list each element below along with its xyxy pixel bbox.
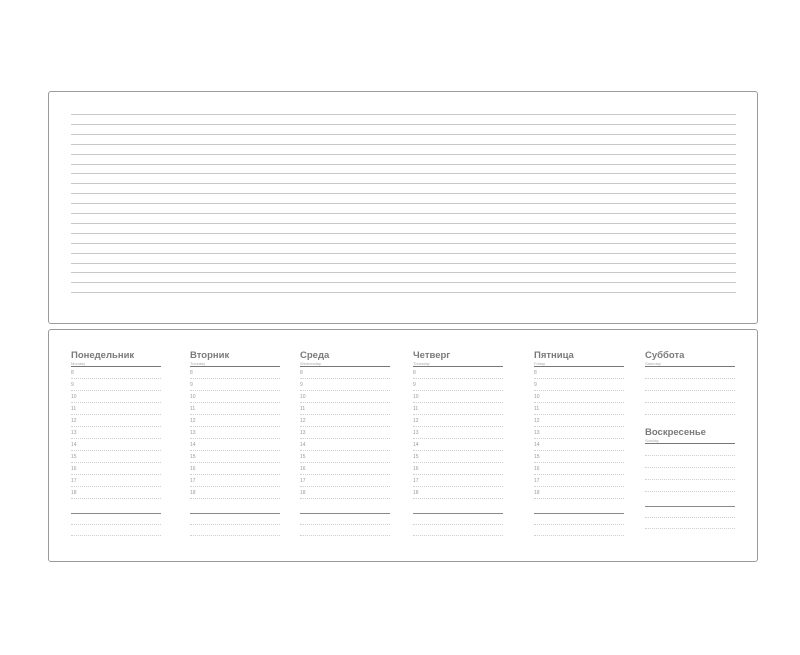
hour-label: 9 (190, 382, 193, 388)
day-subtitle: Thursday (413, 361, 430, 366)
hour-label: 18 (71, 490, 77, 496)
hour-row (190, 487, 280, 499)
hour-list (190, 367, 280, 499)
note-line (71, 164, 736, 165)
hour-label: 15 (413, 454, 419, 460)
hour-label: 17 (190, 478, 196, 484)
notes-line (190, 525, 280, 536)
notes-line (534, 525, 624, 536)
note-line (71, 233, 736, 234)
hour-label: 11 (413, 406, 419, 412)
note-line (71, 223, 736, 224)
hour-row (300, 415, 390, 427)
day-column-friday (534, 350, 624, 536)
hour-label: 13 (413, 430, 419, 436)
hour-row (71, 379, 161, 391)
hour-row (300, 463, 390, 475)
hour-label: 16 (190, 466, 196, 472)
day-subtitle-sunday: Sunday (645, 438, 659, 443)
hour-label: 13 (71, 430, 77, 436)
hour-list (413, 367, 503, 499)
hour-row (413, 415, 503, 427)
day-subtitle: Wednesday (300, 361, 322, 366)
hour-label: 8 (413, 370, 416, 376)
hour-row (71, 391, 161, 403)
note-line (71, 253, 736, 254)
hour-row (534, 415, 624, 427)
hour-row (190, 439, 280, 451)
hour-row (534, 427, 624, 439)
day-title-saturday: Суббота (645, 350, 685, 361)
hour-row (190, 463, 280, 475)
day-subtitle: Monday (71, 361, 86, 366)
hour-label: 12 (300, 418, 306, 424)
hour-label: 9 (71, 382, 74, 388)
hour-label: 10 (534, 394, 540, 400)
hour-row (413, 403, 503, 415)
day-title-sunday: Воскресенье (645, 427, 706, 438)
hour-label: 8 (300, 370, 303, 376)
sunday-line (645, 456, 735, 468)
hour-row (71, 463, 161, 475)
hour-row (534, 487, 624, 499)
saturday-line (645, 391, 735, 403)
hour-label: 15 (534, 454, 540, 460)
hour-row (300, 391, 390, 403)
hour-label: 10 (413, 394, 419, 400)
hour-row (413, 487, 503, 499)
hour-label: 17 (413, 478, 419, 484)
day-subtitle: Friday (534, 361, 546, 366)
day-column-weekend (645, 350, 735, 529)
hour-label: 12 (534, 418, 540, 424)
day-column-monday (71, 350, 161, 536)
hour-row (413, 367, 503, 379)
hour-label: 14 (300, 442, 306, 448)
sunday-line (645, 444, 735, 456)
note-line (71, 173, 736, 174)
saturday-line (645, 403, 735, 415)
hour-row (300, 451, 390, 463)
note-line (71, 114, 736, 115)
hour-row (300, 379, 390, 391)
notes-line (71, 525, 161, 536)
hour-label: 16 (71, 466, 77, 472)
note-line (71, 243, 736, 244)
note-line (71, 263, 736, 264)
note-line (71, 203, 736, 204)
hour-label: 12 (413, 418, 419, 424)
hour-row (190, 427, 280, 439)
hour-label: 14 (413, 442, 419, 448)
hour-label: 15 (190, 454, 196, 460)
hour-label: 18 (300, 490, 306, 496)
day-column-tuesday (190, 350, 280, 536)
hour-row (413, 427, 503, 439)
hour-label: 11 (190, 406, 196, 412)
hour-label: 8 (190, 370, 193, 376)
hour-row (534, 367, 624, 379)
day-column-wednesday (300, 350, 390, 536)
hour-label: 9 (534, 382, 537, 388)
day-column-thursday (413, 350, 503, 536)
hour-row (190, 415, 280, 427)
hour-row (190, 403, 280, 415)
hour-label: 11 (300, 406, 306, 412)
hour-row (534, 391, 624, 403)
note-line (71, 144, 736, 145)
hour-row (190, 367, 280, 379)
notes-panel (48, 91, 758, 324)
hour-label: 15 (300, 454, 306, 460)
hour-row (71, 451, 161, 463)
hour-label: 11 (534, 406, 540, 412)
note-line (71, 272, 736, 273)
hour-label: 9 (413, 382, 416, 388)
note-line (71, 124, 736, 125)
hour-label: 13 (534, 430, 540, 436)
hour-row (413, 391, 503, 403)
notes-line (190, 514, 280, 525)
hour-label: 12 (71, 418, 77, 424)
note-line (71, 183, 736, 184)
hour-row (300, 475, 390, 487)
hour-row (534, 463, 624, 475)
hour-label: 18 (190, 490, 196, 496)
hour-row (190, 379, 280, 391)
hour-label: 16 (534, 466, 540, 472)
hour-row (534, 403, 624, 415)
hour-label: 17 (534, 478, 540, 484)
day-title: Понедельник (71, 350, 135, 361)
notes-line (534, 514, 624, 525)
note-line (71, 193, 736, 194)
hour-list (534, 367, 624, 499)
hour-row (71, 403, 161, 415)
hour-row (71, 415, 161, 427)
hour-label: 15 (71, 454, 77, 460)
day-subtitle: Tuesday (190, 361, 206, 366)
hour-row (300, 427, 390, 439)
hour-row (534, 379, 624, 391)
day-title: Пятница (534, 350, 574, 361)
hour-row (300, 487, 390, 499)
hour-label: 8 (534, 370, 537, 376)
hour-label: 9 (300, 382, 303, 388)
hour-row (71, 487, 161, 499)
hour-row (413, 475, 503, 487)
saturday-line (645, 379, 735, 391)
sunday-line (645, 480, 735, 492)
day-subtitle-saturday: Saturday (645, 361, 662, 366)
hour-row (71, 439, 161, 451)
hour-row (71, 367, 161, 379)
note-line (71, 213, 736, 214)
hour-label: 14 (190, 442, 196, 448)
hour-row (534, 439, 624, 451)
note-line (71, 292, 736, 293)
day-title: Вторник (190, 350, 230, 361)
hour-label: 10 (71, 394, 77, 400)
notes-line (71, 514, 161, 525)
hour-label: 17 (300, 478, 306, 484)
hour-label: 8 (71, 370, 74, 376)
hour-row (413, 439, 503, 451)
hour-label: 18 (413, 490, 419, 496)
note-line (71, 154, 736, 155)
hour-label: 14 (534, 442, 540, 448)
hour-row (190, 451, 280, 463)
hour-row (71, 475, 161, 487)
hour-list (71, 367, 161, 499)
notes-line (300, 525, 390, 536)
note-line (71, 282, 736, 283)
weekly-planner (48, 329, 758, 562)
hour-label: 18 (534, 490, 540, 496)
hour-row (534, 475, 624, 487)
note-line (71, 134, 736, 135)
hour-row (190, 475, 280, 487)
hour-label: 11 (71, 406, 77, 412)
day-title: Среда (300, 350, 330, 361)
hour-list (300, 367, 390, 499)
hour-label: 16 (413, 466, 419, 472)
hour-row (413, 379, 503, 391)
hour-label: 17 (71, 478, 77, 484)
notes-line (413, 514, 503, 525)
hour-row (534, 451, 624, 463)
hour-row (190, 391, 280, 403)
hour-label: 10 (300, 394, 306, 400)
hour-label: 12 (190, 418, 196, 424)
hour-row (413, 463, 503, 475)
notes-line (300, 514, 390, 525)
hour-label: 14 (71, 442, 77, 448)
day-title: Четверг (413, 350, 451, 361)
hour-label: 13 (300, 430, 306, 436)
sunday-line (645, 468, 735, 480)
hour-label: 13 (190, 430, 196, 436)
notes-line (645, 518, 735, 529)
hour-label: 16 (300, 466, 306, 472)
hour-row (413, 451, 503, 463)
saturday-line (645, 367, 735, 379)
hour-row (300, 367, 390, 379)
hour-label: 10 (190, 394, 196, 400)
notes-line (645, 507, 735, 518)
hour-row (71, 427, 161, 439)
hour-row (300, 403, 390, 415)
hour-row (300, 439, 390, 451)
notes-line (413, 525, 503, 536)
